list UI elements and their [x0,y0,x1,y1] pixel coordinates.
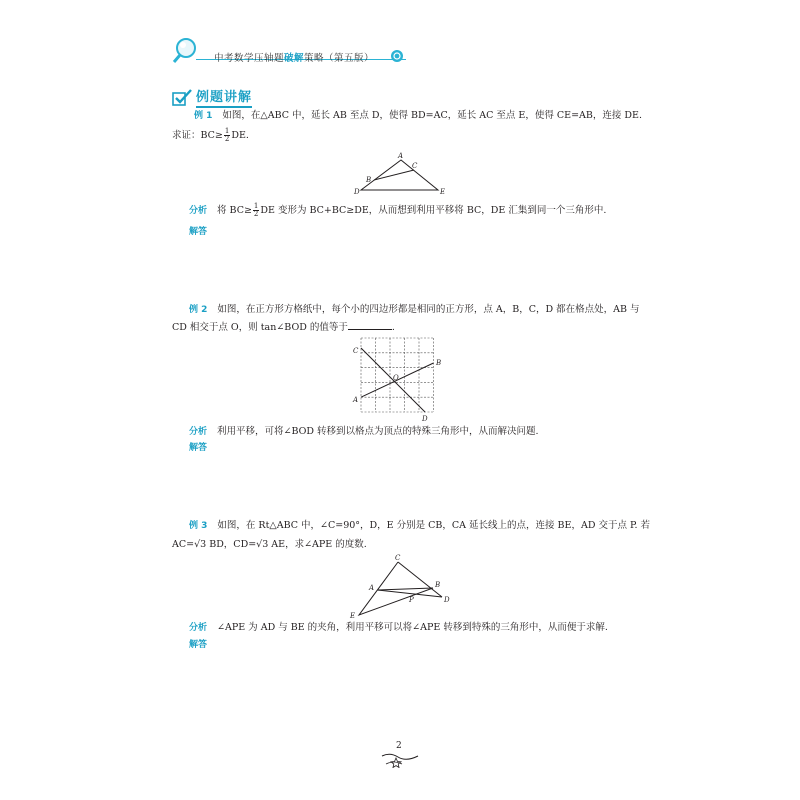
point-label-c: C [353,347,359,355]
section-heading [172,86,252,108]
answer-label: 解答 [189,640,208,650]
point-label-d: D [354,188,360,196]
example3-answer [189,638,217,652]
analysis-label: 分析 [189,427,208,437]
example1-figure [350,152,450,198]
example3-line1: 例 3 如图，在 Rt△ABC 中，∠C=90°，D，E 分别是 CB，CA 延长线上的点，连接 BE，AD 交于点 P. 若 [189,520,650,531]
analysis-label: 分析 [189,206,208,216]
page-number: 2 [396,741,402,751]
example1-analysis: 分析 将 BC≥ $\frac{1}{2}$ DE 变形为 BC+BC≥DE，从而想到利用平移将 BC，DE 汇集到同一个三角形中. [189,202,607,218]
star-ornament-icon [380,752,420,768]
example2-label: 例 2 [189,305,208,315]
point-label-b: B [435,581,441,589]
example3-analysis: 分析 ∠APE 为 AD 与 BE 的夹角，利用平移可以将∠APE 转移到特殊的三角形中，从而便于求解. [189,622,608,633]
point-label-c: C [412,162,418,170]
answer-blank [348,320,392,330]
example3-label: 例 3 [189,521,208,531]
example2-answer [189,441,217,455]
example3-line2: AC=√3 BD，CD=√3 AE，求∠APE 的度数. [172,539,367,550]
answer-label: 解答 [189,443,208,453]
example1-line2: 求证：BC≥ $\frac{1}{2}$ DE. [172,127,249,143]
badge-icon [390,49,404,63]
book-title: 中考数学压轴题破解策略（第五版） [214,53,375,64]
example1-line1: 例 1 如图，在△ABC 中，延长 AB 至点 D，使得 BD=AC，延长 AC 至点 E，使得 CE=AB，连接 DE. [194,110,642,121]
point-label-e: E [440,188,446,196]
example1-answer [189,225,217,239]
checkbox-icon [172,89,192,106]
fraction-half: $\frac{1}{2}$ [224,127,230,143]
point-label-p: P [409,596,414,604]
point-label-a: A [398,152,404,160]
point-label-d: D [444,596,450,604]
point-label-o: O [393,374,399,382]
example1-label: 例 1 [194,111,213,121]
example2-grid-figure [345,334,455,424]
example2-analysis: 分析 利用平移，可将∠BOD 转移到以格点为顶点的特殊三角形中，从而解决问题. [189,426,539,437]
analysis-label: 分析 [189,623,208,633]
point-label-b: B [366,176,372,184]
example2-line1: 例 2 如图，在正方形方格纸中，每个小的四边形都是相同的正方形，点 A，B，C，D 都在格点处，AB 与 [189,304,640,315]
point-label-c: C [395,554,401,562]
example3-figure [342,552,458,622]
point-label-a: A [369,584,375,592]
point-label-d: D [422,415,428,423]
point-label-a: A [353,396,359,404]
answer-label: 解答 [189,227,208,237]
section-title: 例题讲解 [196,86,252,108]
point-label-e: E [350,612,356,620]
point-label-b: B [436,359,442,367]
example2-line2: CD 相交于点 O，则 tan∠BOD 的值等于 . [172,322,395,333]
